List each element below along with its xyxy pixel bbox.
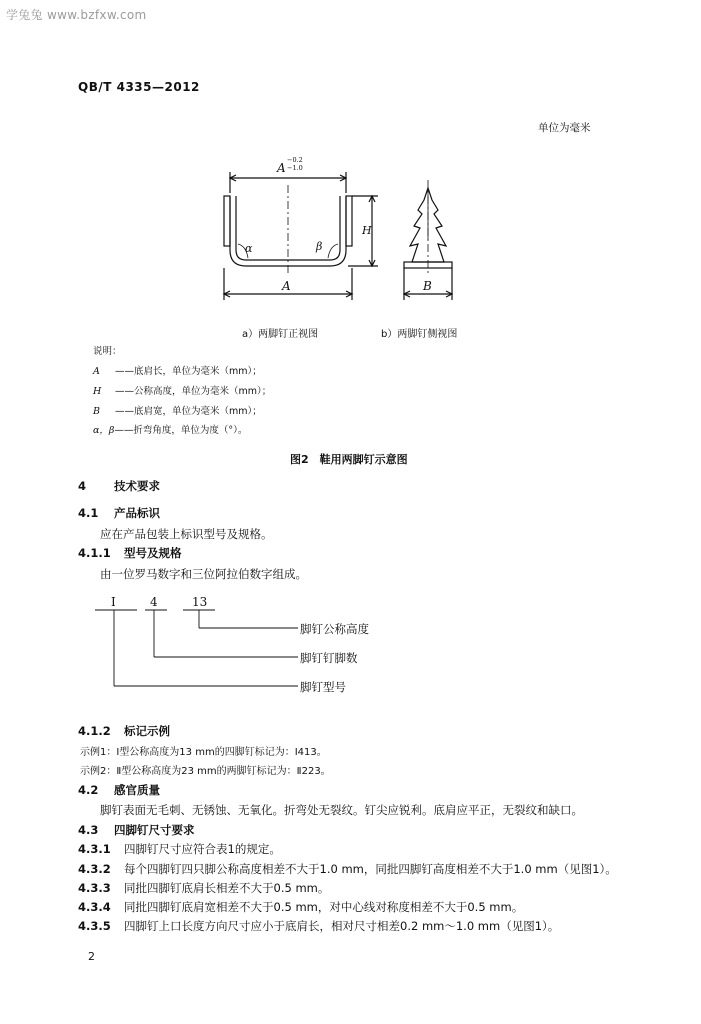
legend-item: H ——公称高度，单位为毫米（mm）； <box>93 386 272 397</box>
clause-item: 4.3.5 四脚钉上口长度方向尺寸应小于底肩长，相对尺寸相差0.2 mm～1.0 mm（见图1）。 <box>78 919 560 933</box>
section-heading-4-1-1: 4.1.1 型号及规格 <box>78 546 182 560</box>
model-code-height: 13 <box>192 595 208 609</box>
legend-title: 说明： <box>93 346 122 357</box>
dim-label-bottom: A <box>282 279 291 293</box>
section-heading-4-1-2: 4.1.2 标记示例 <box>78 724 170 738</box>
clause-item: 4.3.1 四脚钉尺寸应符合表1的规定。 <box>78 842 281 856</box>
angle-label-beta: β <box>316 240 323 253</box>
model-code-diagram <box>0 590 701 700</box>
model-code-count: 4 <box>150 595 158 609</box>
model-label-count: 脚钉钉脚数 <box>300 651 358 665</box>
dim-label-width: B <box>423 279 432 293</box>
dim-tol-lower: −1.0 <box>287 164 303 172</box>
clause-item: 4.3.2 每个四脚钉四只脚公称高度相差不大于1.0 mm，同批四脚钉高度相差不大于1.0 mm（见图1）。 <box>78 862 617 876</box>
legend-item: α，β——折弯角度，单位为度（°）。 <box>93 425 248 436</box>
clause-item: 4.3.3 同批四脚钉底肩长相差不大于0.5 mm。 <box>78 881 330 895</box>
section-heading-4: 4 技术要求 <box>78 479 160 493</box>
model-label-height: 脚钉公称高度 <box>300 622 369 636</box>
legend-item: B ——底肩宽，单位为毫米（mm）； <box>93 406 262 417</box>
figure-caption-front: a）两脚钉正视图 <box>242 329 319 340</box>
figure-2-drawing <box>0 0 701 330</box>
standard-number-header: QB/T 4335—2012 <box>78 80 200 94</box>
clause-item: 4.3.4 同批四脚钉底肩宽相差不大于0.5 mm，对中心线对称度相差不大于0.5 mm。 <box>78 900 524 914</box>
section-heading-4-3: 4.3 四脚钉尺寸要求 <box>78 823 195 837</box>
figure-title: 图2 鞋用两脚钉示意图 <box>290 453 408 466</box>
angle-arc-beta <box>328 244 338 258</box>
paragraph: 由一位罗马数字和三位阿拉伯数字组成。 <box>100 567 307 581</box>
paragraph: 脚钉表面无毛刺、无锈蚀、无氧化。折弯处无裂纹。钉尖应锐利。底肩应平正，无裂纹和缺口。 <box>100 803 583 817</box>
front-view-left-shoulder <box>224 196 230 246</box>
front-view-right-shoulder <box>346 196 352 246</box>
dim-tol-upper: −0.2 <box>287 156 303 164</box>
angle-label-alpha: α <box>245 242 253 255</box>
model-code-type: I <box>111 595 116 609</box>
example-1: 示例1：I型公称高度为13 mm的四脚钉标记为：I413。 <box>80 747 327 758</box>
watermark: 学兔兔 www.bzfxw.com <box>6 8 147 22</box>
model-label-type: 脚钉型号 <box>300 680 346 694</box>
dim-label-height: H <box>362 224 372 237</box>
legend-item: A ——底肩长，单位为毫米（mm）； <box>93 366 262 377</box>
figure-caption-side: b）两脚钉侧视图 <box>381 329 458 340</box>
unit-note: 单位为毫米 <box>538 122 591 134</box>
section-heading-4-2: 4.2 感官质量 <box>78 783 160 797</box>
paragraph: 应在产品包装上标识型号及规格。 <box>100 527 273 541</box>
example-2: 示例2：Ⅱ型公称高度为23 mm的两脚钉标记为：Ⅱ223。 <box>80 766 331 777</box>
page-number: 2 <box>88 950 95 963</box>
dim-label-top: A <box>277 161 286 175</box>
section-heading-4-1: 4.1 产品标识 <box>78 506 160 520</box>
